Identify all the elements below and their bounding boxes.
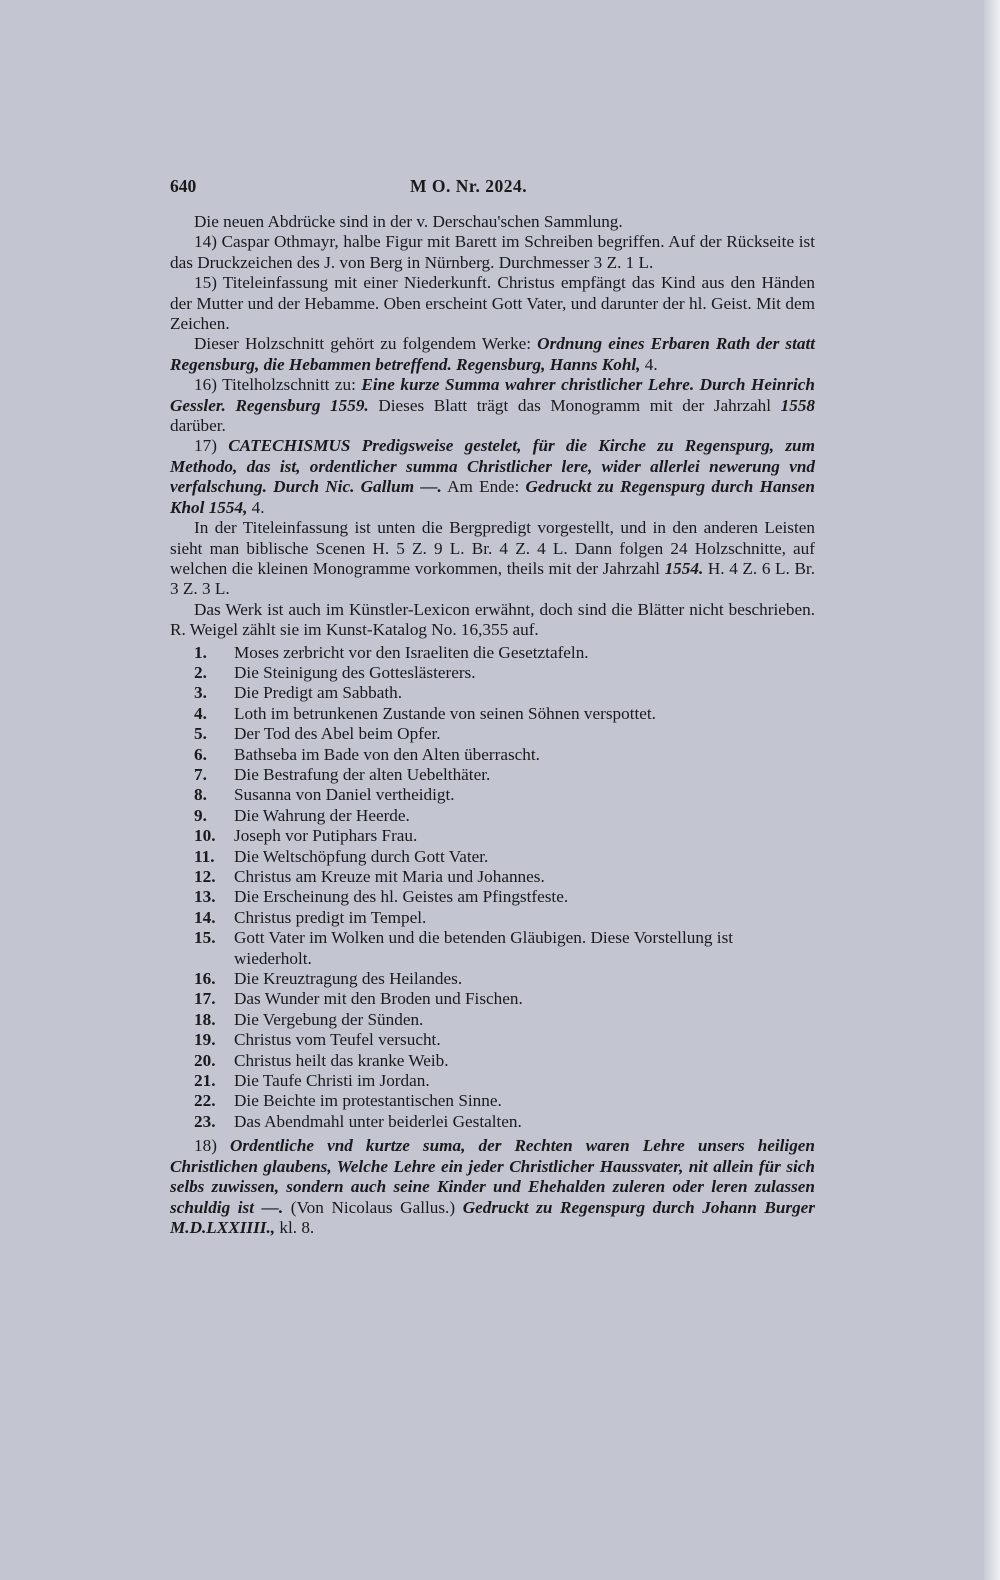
page-content bbox=[170, 176, 815, 1238]
list-item-text: Die Kreuztragung des Heilandes. bbox=[234, 969, 463, 989]
entry-17-colophon: Gedruckt zu Regenspurg durch Hansen Khol 1554, bbox=[170, 477, 815, 517]
page-number: 640 bbox=[170, 176, 197, 196]
entry-17-text: Am Ende: bbox=[441, 477, 526, 497]
list-item-number: 2. bbox=[194, 662, 207, 682]
entry-15: 15) Titeleinfassung mit einer Niederkunft. Christus empfängt das Kind aus den Händen der Mutter und der Hebamme. Oben erscheint Gott Vater, und darunter der hl. Geist. Mit dem Zeichen. bbox=[170, 273, 815, 334]
list-item bbox=[170, 1091, 815, 1111]
entry-17-description-year: 1554. bbox=[664, 558, 704, 578]
list-item-text: Gott Vater im Wolken und die betenden Gläubigen. Diese Vorstellung ist wiederholt. bbox=[234, 928, 734, 968]
list-item-number: 13. bbox=[194, 887, 216, 907]
list-item bbox=[170, 1051, 815, 1071]
list-item-number: 8. bbox=[194, 785, 207, 805]
list-item bbox=[170, 826, 815, 846]
list-item-text: Christus am Kreuze mit Maria und Johannes. bbox=[234, 867, 545, 886]
list-item-text: Die Wahrung der Heerde. bbox=[234, 805, 410, 825]
list-item-text: Die Weltschöpfung durch Gott Vater. bbox=[234, 846, 489, 866]
list-item-text: Moses zerbricht vor den Israeliten die Gesetztafeln. bbox=[234, 642, 589, 662]
list-item-number: 14. bbox=[194, 907, 216, 927]
list-item-number: 12. bbox=[194, 867, 216, 886]
entry-18-imprint: Gedruckt zu Regenspurg durch Johann Burger M.D.LXXIIII., bbox=[170, 1197, 815, 1237]
list-item-text: Die Vergebung der Sünden. bbox=[234, 1009, 424, 1029]
entry-15-source-intro: Dieser Holzschnitt gehört zu folgendem Werke: bbox=[194, 334, 538, 354]
list-item-text: Die Steinigung des Gotteslästerers. bbox=[234, 662, 476, 682]
entry-17 bbox=[170, 436, 815, 518]
list-item-text: Der Tod des Abel beim Opfer. bbox=[234, 724, 441, 744]
entry-17-description bbox=[170, 518, 815, 600]
entry-17-description-text: In der Titeleinfassung ist unten die Bergpredigt vorgestellt, und in den anderen Leisten sieht man biblische Scenen H. 5 Z. 9 L. Br. 4 Z. 4 L. Dann folgen 24 Holzschnitte, auf welchen die kleinen Monogramme vorkommen, theils mit der Jahrzahl bbox=[170, 518, 815, 578]
entry-18-number: 18) bbox=[194, 1136, 230, 1156]
list-item-number: 4. bbox=[194, 703, 207, 723]
entry-18-format: kl. 8. bbox=[275, 1217, 315, 1237]
entry-16-title: Eine kurze Summa wahrer christlicher Lehre. Durch Heinrich Gessler. Regensburg 1559. bbox=[170, 375, 815, 415]
entry-18-author: (Von Nicolaus Gallus.) bbox=[283, 1197, 463, 1217]
entry-15-source-format: 4. bbox=[640, 354, 658, 374]
list-item-number: 7. bbox=[194, 764, 207, 784]
list-item-text: Loth im betrunkenen Zustande von seinen Söhnen verspottet. bbox=[234, 703, 656, 723]
list-item bbox=[170, 643, 815, 663]
list-item-number: 6. bbox=[194, 744, 207, 764]
entry-17-title: CATECHISMUS Predigsweise gestelet, für die Kirche zu Regenspurg, zum Methodo, das ist, ordentlicher summa Christlicher lere, wider allerlei newerung vnd verfalschung. Durch Nic. Gallum —. bbox=[170, 436, 815, 497]
entry-16-text: Dieses Blatt trägt das Monogramm mit der Jahrzahl bbox=[368, 395, 781, 415]
list-item-number: 19. bbox=[194, 1030, 216, 1050]
list-item bbox=[170, 724, 815, 744]
list-item bbox=[170, 745, 815, 765]
list-item bbox=[170, 765, 815, 785]
list-item-number: 15. bbox=[194, 928, 216, 948]
list-item-number: 10. bbox=[194, 826, 216, 846]
entry-17-format: 4. bbox=[247, 497, 265, 517]
list-item-text: Christus vom Teufel versucht. bbox=[234, 1030, 441, 1050]
entry-15-source bbox=[170, 334, 815, 375]
entry-16-intro: 16) Titelholzschnitt zu: bbox=[194, 375, 362, 395]
list-item bbox=[170, 908, 815, 928]
list-item-text: Die Bestrafung der alten Uebelthäter. bbox=[234, 764, 491, 784]
page-edge bbox=[984, 0, 1000, 1580]
list-item-text: Joseph vor Putiphars Frau. bbox=[234, 826, 418, 846]
list-item-text: Susanna von Daniel vertheidigt. bbox=[234, 785, 455, 805]
entry-18-title: Ordentliche vnd kurtze suma, der Rechten waren Lehre unsers heiligen Christlichen glaubens, Welche Lehre ein jeder Christlicher Haussvater, nit allein für sich selbs zuwissen, sondern auch seine Kinder und Ehehalden zuleren oder leren zulassen schuldig ist —. bbox=[170, 1136, 815, 1217]
list-item-text: Christus heilt das kranke Weib. bbox=[234, 1050, 449, 1070]
entry-14: 14) Caspar Othmayr, halbe Figur mit Barett im Schreiben begriffen. Auf der Rückseite ist das Druckzeichen des J. von Berg in Nürnberg. Durchmesser 3 Z. 1 L. bbox=[170, 232, 815, 272]
entry-18 bbox=[170, 1136, 815, 1238]
list-item-text: Bathseba im Bade von den Alten überrascht. bbox=[234, 744, 540, 764]
list-item bbox=[170, 1112, 815, 1132]
entry-16-year: 1558 bbox=[780, 395, 816, 415]
intro-paragraph: Die neuen Abdrücke sind in der v. Derschau'schen Sammlung. bbox=[194, 212, 623, 231]
running-title: M O. Nr. 2024. bbox=[410, 176, 528, 196]
list-item bbox=[170, 704, 815, 724]
list-item-text: Die Predigt am Sabbath. bbox=[234, 683, 403, 703]
list-item bbox=[170, 1071, 815, 1091]
list-item bbox=[170, 989, 815, 1009]
list-item-number: 21. bbox=[194, 1071, 216, 1091]
entry-17-number: 17) bbox=[194, 436, 229, 456]
list-item-text: Die Beichte im protestantischen Sinne. bbox=[234, 1091, 502, 1111]
entry-16 bbox=[170, 375, 815, 436]
entry-16-end: darüber. bbox=[170, 416, 226, 436]
list-item-number: 9. bbox=[194, 805, 207, 825]
list-item bbox=[170, 887, 815, 907]
list-item bbox=[170, 928, 815, 969]
list-item-text: Die Erscheinung des hl. Geistes am Pfingstfeste. bbox=[234, 887, 569, 907]
list-item-number: 22. bbox=[194, 1091, 216, 1111]
entry-15-source-title: Ordnung eines Erbaren Rath der statt Regensburg, die Hebammen betreffend. Regensburg, Hanns Kohl, bbox=[170, 334, 815, 374]
list-item bbox=[170, 1010, 815, 1030]
list-item bbox=[170, 785, 815, 805]
entry-17-note: Das Werk ist auch im Künstler-Lexicon erwähnt, doch sind die Blätter nicht beschrieben. R. Weigel zählt sie im Kunst-Katalog No. 16,355 auf. bbox=[170, 599, 815, 640]
list-item-text: Die Taufe Christi im Jordan. bbox=[234, 1071, 430, 1091]
list-item bbox=[170, 663, 815, 683]
plate-list bbox=[170, 643, 815, 1133]
list-item-number: 5. bbox=[194, 724, 207, 744]
list-item bbox=[170, 867, 815, 887]
page-header bbox=[170, 176, 815, 212]
list-item-number: 16. bbox=[194, 969, 216, 989]
list-item-number: 3. bbox=[194, 683, 207, 703]
list-item-number: 17. bbox=[194, 989, 216, 1009]
list-item-number: 20. bbox=[194, 1050, 216, 1070]
list-item bbox=[170, 1030, 815, 1050]
list-item bbox=[170, 847, 815, 867]
list-item-number: 18. bbox=[194, 1009, 216, 1029]
list-item-number: 11. bbox=[194, 846, 215, 866]
list-item-text: Christus predigt im Tempel. bbox=[234, 907, 427, 927]
list-item bbox=[170, 806, 815, 826]
list-item-text: Das Abendmahl unter beiderlei Gestalten. bbox=[234, 1111, 522, 1131]
entry-17-description-dims: H. 4 Z. 6 L. Br. 3 Z. 3 L. bbox=[170, 558, 815, 599]
list-item bbox=[170, 969, 815, 989]
list-item-number: 1. bbox=[194, 642, 207, 662]
list-item-text: Das Wunder mit den Broden und Fischen. bbox=[234, 989, 523, 1009]
list-item-number: 23. bbox=[194, 1111, 216, 1131]
list-item bbox=[170, 683, 815, 703]
